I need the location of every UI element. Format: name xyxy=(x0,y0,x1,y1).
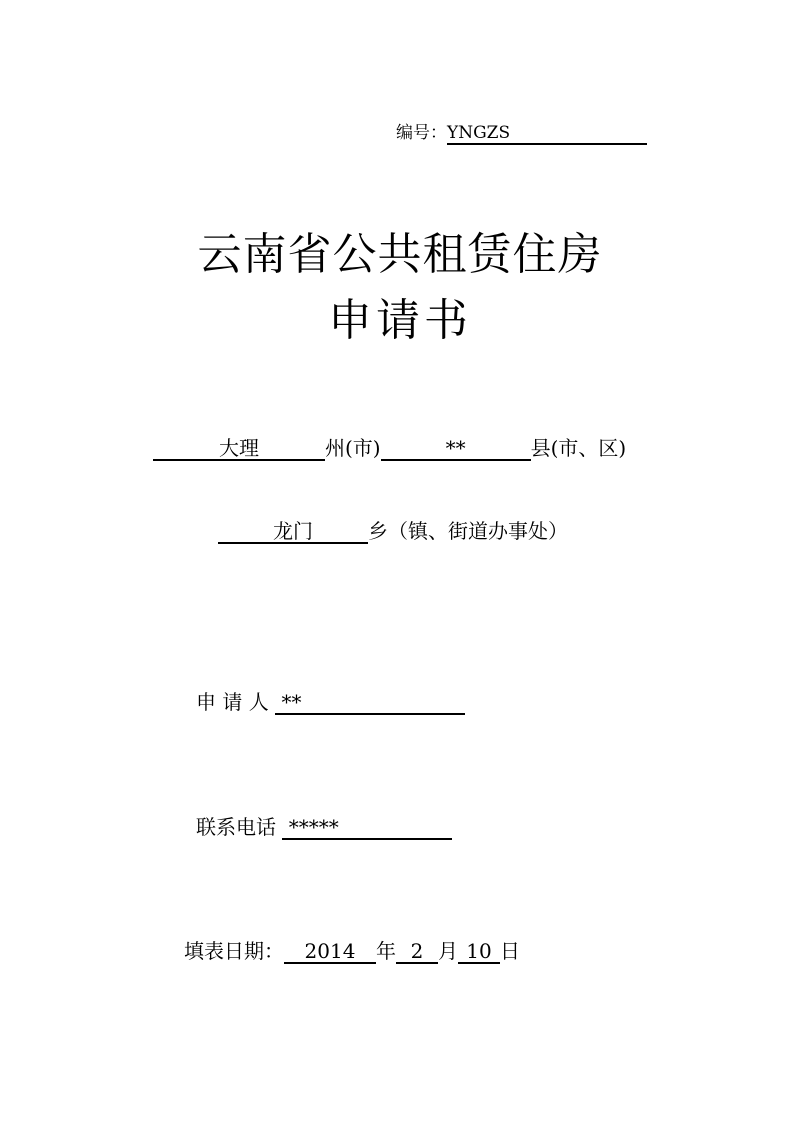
county-field[interactable]: ** xyxy=(381,437,531,461)
day-field[interactable]: 10 xyxy=(458,940,500,964)
town-field[interactable]: 龙门 xyxy=(218,520,368,544)
year-field[interactable]: 2014 xyxy=(284,940,376,964)
town-line xyxy=(218,515,568,544)
serial-label: 编号： xyxy=(396,123,447,143)
month-field[interactable]: 2 xyxy=(396,940,438,964)
region-line xyxy=(153,432,626,461)
town-suffix: 乡（镇、街道办事处） xyxy=(368,519,568,543)
applicant-line xyxy=(196,686,465,715)
applicant-label: 申 请 人 xyxy=(196,690,269,714)
day-suffix: 日 xyxy=(500,939,520,963)
document-subtitle: 申请书 xyxy=(328,295,472,346)
prefecture-suffix: 州(市) xyxy=(325,436,381,460)
applicant-field[interactable] xyxy=(275,691,465,715)
year-suffix: 年 xyxy=(376,939,396,963)
fill-date-label: 填表日期： xyxy=(184,939,284,963)
phone-value: ***** xyxy=(288,815,339,839)
serial-number xyxy=(396,118,647,145)
county-suffix: 县(市、区) xyxy=(530,436,627,460)
serial-field[interactable]: YNGZS xyxy=(447,124,647,145)
phone-line xyxy=(196,811,452,840)
month-suffix: 月 xyxy=(438,939,458,963)
document-title: 云南省公共租赁住房 xyxy=(197,229,603,280)
fill-date-line xyxy=(184,935,520,964)
phone-field[interactable] xyxy=(282,816,452,840)
prefecture-field[interactable]: 大理 xyxy=(153,437,325,461)
phone-label: 联系电话 xyxy=(196,815,276,839)
applicant-value: ** xyxy=(281,690,302,714)
